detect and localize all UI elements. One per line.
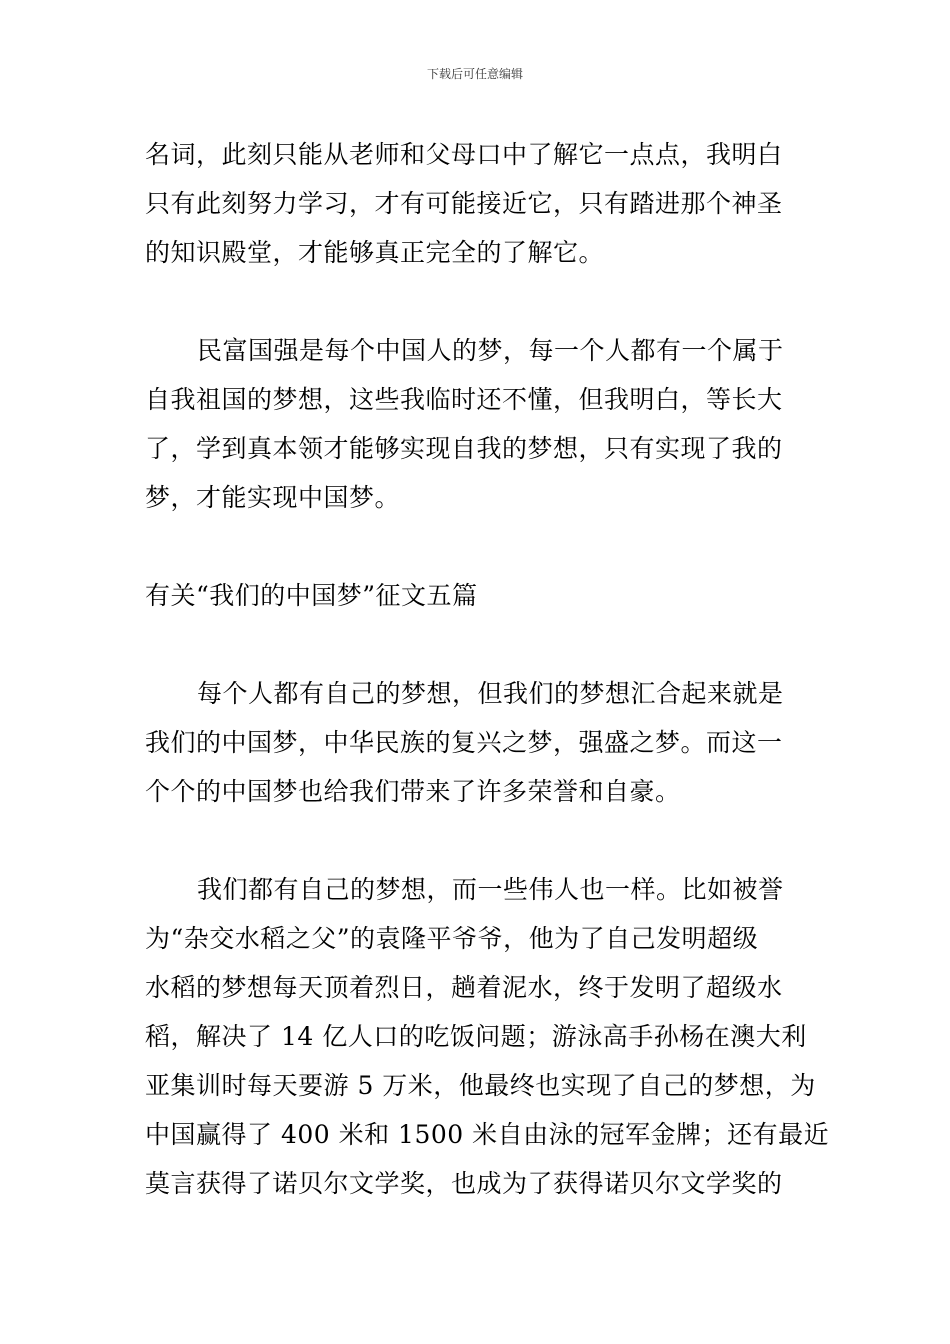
- paragraph-gap: [145, 522, 810, 571]
- text-line: 民富国强是每个中国人的梦，每一个人都有一个属于: [197, 336, 784, 365]
- paragraph: [145, 130, 810, 277]
- paragraph-gap: [145, 620, 810, 669]
- section-title: [145, 571, 810, 620]
- text-line: 亚集训时每天要游 5 万米，他最终也实现了自己的梦想，为: [145, 1071, 816, 1100]
- text-line: 莫言获得了诺贝尔文学奖，也成为了获得诺贝尔文学奖的: [145, 1169, 783, 1198]
- text-line: 水稻的梦想每天顶着烈日，趟着泥水，终于发明了超级水: [145, 973, 783, 1002]
- text-line: 只有此刻努力学习，才有可能接近它，只有踏进那个神圣: [145, 189, 783, 218]
- text-line: 中国赢得了 400 米和 1500 米自由泳的冠军金牌；还有最近: [145, 1120, 830, 1149]
- page-header: 下载后可任意编辑: [426, 67, 523, 81]
- text-line: 有关“我们的中国梦”征文五篇: [145, 581, 478, 610]
- text-line: 我们都有自己的梦想，而一些伟人也一样。比如被誉: [197, 875, 784, 904]
- paragraph: [145, 865, 830, 1208]
- paragraph-gap: [145, 277, 810, 326]
- text-line: 我们的中国梦，中华民族的复兴之梦，强盛之梦。而这一: [145, 728, 783, 757]
- paragraph-gap: [145, 816, 810, 865]
- text-line: 每个人都有自己的梦想，但我们的梦想汇合起来就是: [197, 679, 784, 708]
- text-line: 自我祖国的梦想，这些我临时还不懂，但我明白，等长大: [145, 385, 783, 414]
- text-line: 名词，此刻只能从老师和父母口中了解它一点点，我明白: [145, 140, 783, 169]
- text-line: 个个的中国梦也给我们带来了许多荣誉和自豪。: [145, 777, 681, 806]
- text-line: 梦，才能实现中国梦。: [145, 483, 401, 512]
- text-line: 为“杂交水稻之父”的袁隆平爷爷，他为了自己发明超级: [145, 924, 759, 953]
- text-line: 稻，解决了 14 亿人口的吃饭问题；游泳高手孙杨在澳大利: [145, 1022, 807, 1051]
- paragraph: [145, 326, 810, 522]
- text-line: 了，学到真本领才能够实现自我的梦想，只有实现了我的: [145, 434, 783, 463]
- text-line: 的知识殿堂，才能够真正完全的了解它。: [145, 238, 605, 267]
- paragraph: [145, 669, 810, 816]
- document-body: [145, 130, 830, 1208]
